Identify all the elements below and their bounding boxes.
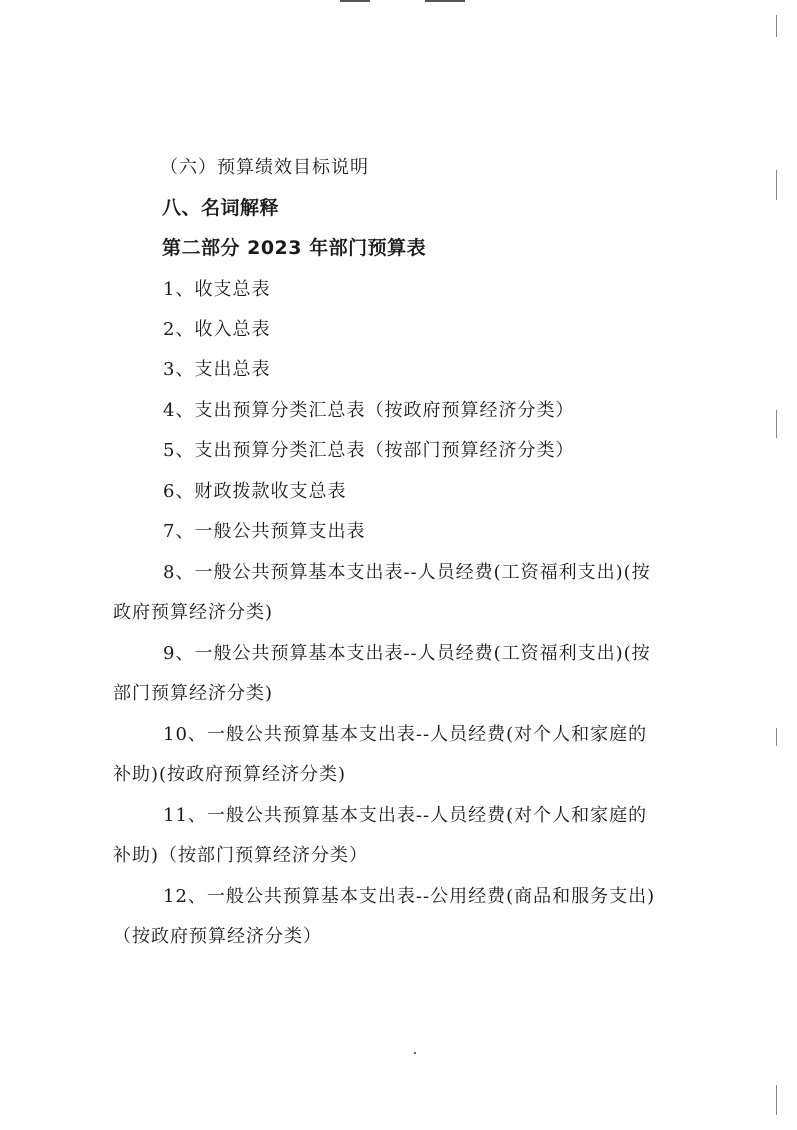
scan-edge-mark [776, 1085, 777, 1115]
part-heading: 第二部分 2023 年部门预算表 [162, 237, 427, 259]
list-item: 12、一般公共预算基本支出表--公用经费(商品和服务支出) [163, 886, 656, 907]
list-item: 2、收入总表 [163, 319, 271, 340]
scan-edge-mark [776, 170, 777, 200]
list-item: 5、支出预算分类汇总表（按部门预算经济分类） [163, 440, 575, 461]
list-item: 11、一般公共预算基本支出表--人员经费(对个人和家庭的 [163, 805, 648, 826]
list-item: 8、一般公共预算基本支出表--人员经费(工资福利支出)(按 [163, 562, 651, 583]
list-item: 7、一般公共预算支出表 [163, 521, 366, 542]
list-item-continuation: 补助)（按部门预算经济分类） [113, 845, 369, 866]
section-subheading: （六）预算绩效目标说明 [160, 157, 369, 178]
list-item-continuation: 部门预算经济分类) [113, 683, 274, 704]
list-item: 9、一般公共预算基本支出表--人员经费(工资福利支出)(按 [163, 643, 651, 664]
scan-mark [425, 0, 465, 2]
scan-dot [414, 1052, 416, 1054]
list-item: 1、收支总表 [163, 279, 271, 300]
scan-edge-mark [776, 15, 777, 37]
list-item: 3、支出总表 [163, 359, 271, 380]
list-item-continuation: 政府预算经济分类) [113, 602, 274, 623]
list-item: 6、财政拨款收支总表 [163, 481, 347, 502]
scan-edge-mark [776, 728, 777, 746]
list-item: 10、一般公共预算基本支出表--人员经费(对个人和家庭的 [163, 724, 648, 745]
list-item-continuation: （按政府预算经济分类） [113, 926, 322, 947]
list-item: 4、支出预算分类汇总表（按政府预算经济分类） [163, 400, 575, 421]
scan-edge-mark [776, 410, 777, 438]
section-heading: 八、名词解释 [162, 197, 280, 219]
list-item-continuation: 补助)(按政府预算经济分类) [113, 764, 347, 785]
scan-mark [340, 0, 370, 2]
